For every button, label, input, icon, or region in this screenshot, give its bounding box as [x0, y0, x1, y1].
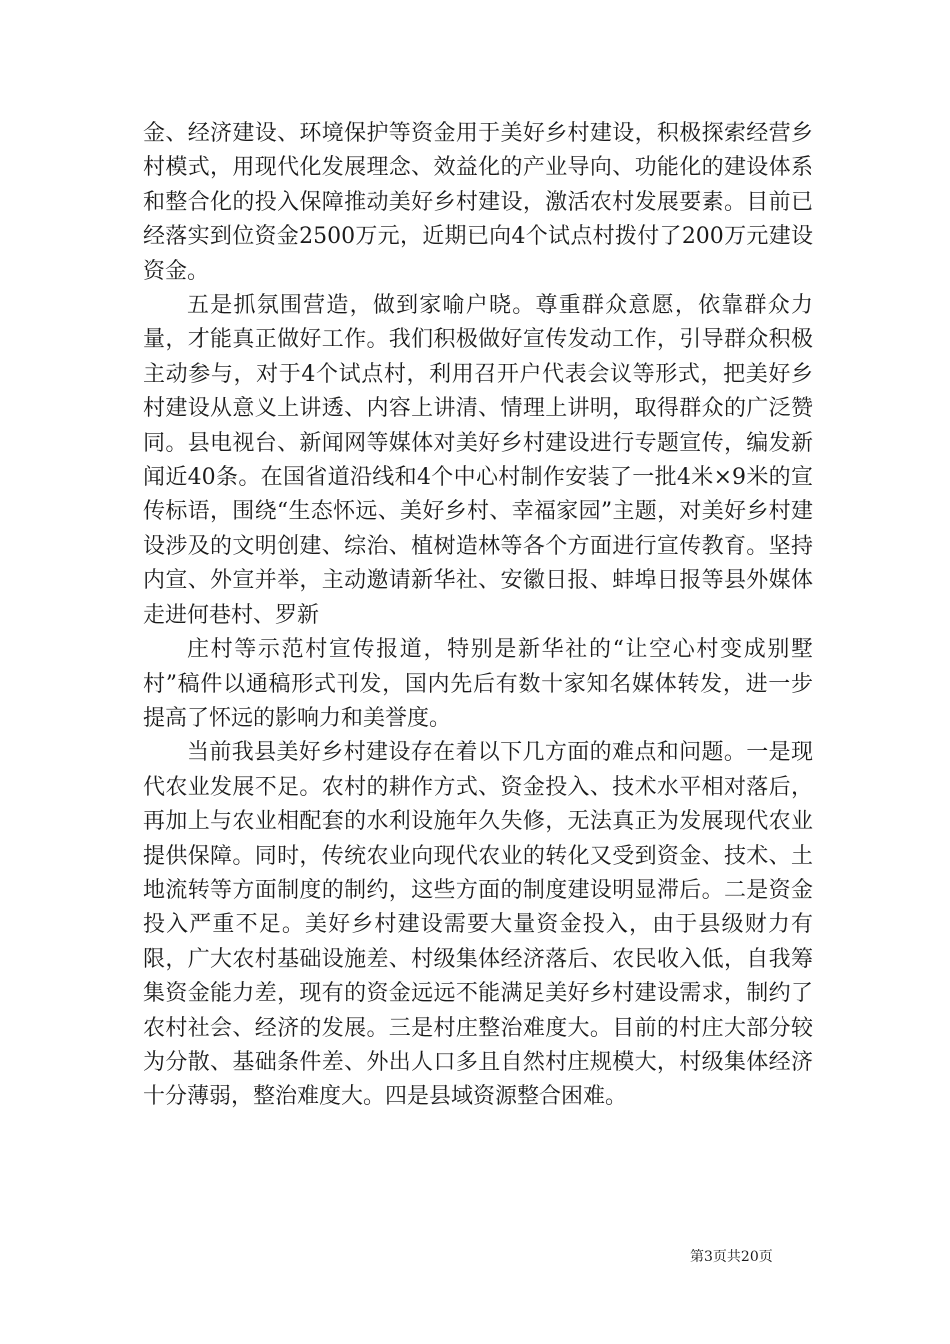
- paragraph-funding: 金、经济建设、环境保护等资金用于美好乡村建设，积极探索经营乡村模式，用现代化发展理念、效益化的产业导向、功能化的建设体系和整合化的投入保障推动美好乡村建设，激活农村发展要素。目前已经落实到位资金2500万元，近期已向4个试点村拨付了200万元建设资金。: [143, 121, 813, 284]
- paragraph-media-coverage: 庄村等示范村宣传报道，特别是新华社的“让空心村变成别墅村”稿件以通稿形式刊发，国内先后有数十家知名媒体转发，进一步提高了怀远的影响力和美誉度。: [143, 637, 813, 731]
- paragraph-problems: 当前我县美好乡村建设存在着以下几方面的难点和问题。一是现代农业发展不足。农村的耕作方式、资金投入、技术水平相对落后，再加上与农业相配套的水利设施年久失修，无法真正为发展现代农业提供保障。同时，传统农业向现代农业的转化又受到资金、技术、土地流转等方面制度的制约，这些方面的制度建设明显滞后。二是资金投入严重不足。美好乡村建设需要大量资金投入，由于县级财力有限，广大农村基础设施差、村级集体经济落后、农民收入低，自我筹集资金能力差，现有的资金远远不能满足美好乡村建设需求，制约了农村社会、经济的发展。三是村庄整治难度大。目前的村庄大部分较为分散、基础条件差、外出人口多且自然村庄规模大，村级集体经济十分薄弱，整治难度大。四是县域资源整合困难。: [143, 740, 813, 1110]
- page-number: 第3页共20页: [690, 1249, 773, 1265]
- body-text: [143, 117, 813, 1115]
- paragraph-publicity: 五是抓氛围营造，做到家喻户晓。尊重群众意愿，依靠群众力量，才能真正做好工作。我们积极做好宣传发动工作，引导群众积极主动参与，对于4个试点村，利用召开户代表会议等形式，把美好乡村建设从意义上讲透、内容上讲清、情理上讲明，取得群众的广泛赞同。县电视台、新闻网等媒体对美好乡村建设进行专题宣传，编发新闻近40条。在国省道沿线和4个中心村制作安装了一批4米×9米的宣传标语，围绕“生态怀远、美好乡村、幸福家园”主题，对美好乡村建设涉及的文明创建、综治、植树造林等各个方面进行宣传教育。坚持内宣、外宣并举，主动邀请新华社、安徽日报、蚌埠日报等县外媒体走进何巷村、罗新: [143, 293, 813, 628]
